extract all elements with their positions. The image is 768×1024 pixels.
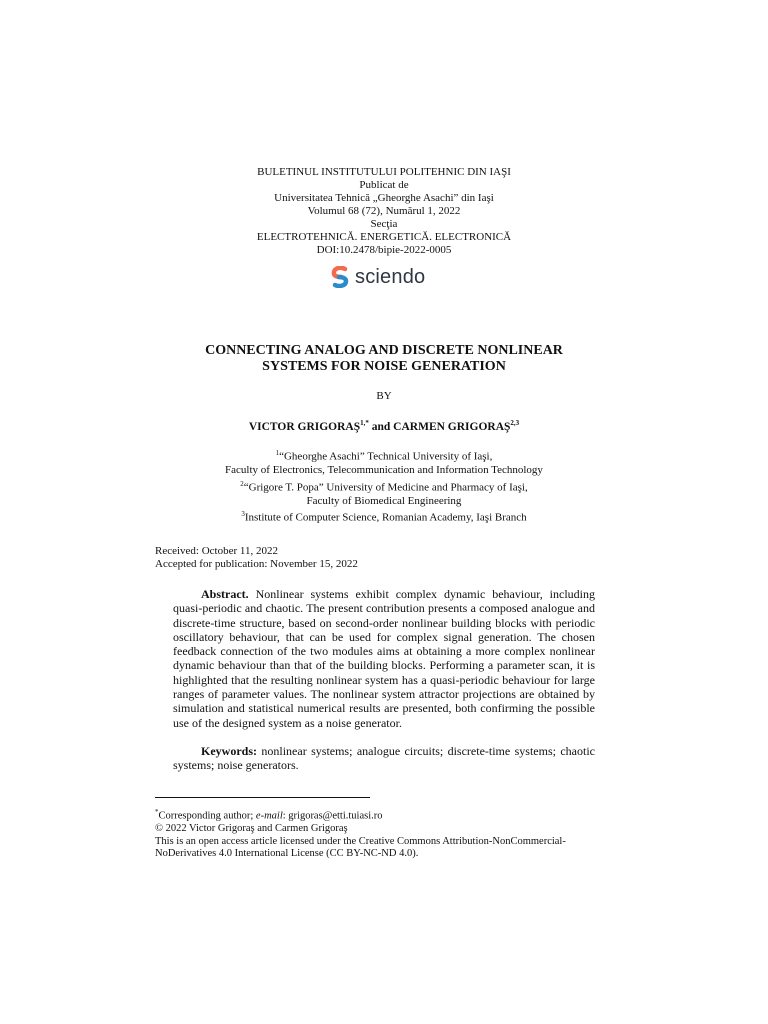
sciendo-logo xyxy=(330,263,425,291)
title-line-1: CONNECTING ANALOG AND DISCRETE NONLINEAR xyxy=(205,343,563,358)
university-name: Universitatea Tehnică „Gheorghe Asachi” din Iaşi xyxy=(274,192,494,204)
affiliation-line xyxy=(0,464,768,478)
dates-block xyxy=(155,545,358,571)
abstract-text: Nonlinear systems exhibit complex dynamic behaviour, including quasi-periodic and chaotic. The present contribution presents a composed analogue and discrete-time structure, based on second-order nonlinear building blocks with periodic oscillatory behaviour, that can be used for complex signal generation. The chosen feedback connection of the two modules aims at obtaining a more complex nonlinear dynamic behaviour than that of the building blocks. Performing a parameter scan, it is highlighted that the resulting nonlinear system has a quasi-periodic behaviour for large ranges of parameter values. The nonlinear system attractor projections are obtained by simulation and statistical numerical results are presented, both confirming the possible use of the designed system as a noise generator. xyxy=(173,587,595,730)
email-address[interactable]: : grigoras@etti.tuiasi.ro xyxy=(282,810,383,822)
email-label: e-mail xyxy=(255,810,283,822)
journal-header xyxy=(0,166,768,257)
keywords xyxy=(173,744,595,773)
sciendo-logo-text: sciendo xyxy=(355,265,426,288)
author-conjunction: and xyxy=(368,420,394,433)
affiliation-text: “Gheorghe Asachi” Technical University of Iaşi, xyxy=(279,450,493,463)
affiliation-mark: 2 xyxy=(240,479,244,488)
author-2-marks: 2,3 xyxy=(510,419,520,427)
affiliation-line xyxy=(0,447,768,464)
license-note: This is an open access article licensed under the Creative Commons Attribution-NonCommercial-NoDerivatives 4.0 International License (CC BY-NC-ND 4.0). xyxy=(155,835,566,859)
doi: DOI:10.2478/bipie-2022-0005 xyxy=(316,244,452,256)
keywords-label: Keywords: xyxy=(201,744,257,758)
affiliation-text: Faculty of Biomedical Engineering xyxy=(306,494,462,507)
author-2: CARMEN GRIGORAŞ xyxy=(393,420,511,433)
journal-name: BULETINUL INSTITUTULUI POLITEHNIC DIN IAŞI xyxy=(257,166,511,178)
footnotes xyxy=(155,806,615,861)
copyright-note: © 2022 Victor Grigoraş and Carmen Grigoraş xyxy=(155,823,348,834)
corresponding-mark: * xyxy=(155,808,159,816)
affiliation-line xyxy=(0,478,768,495)
paper-title xyxy=(0,343,768,375)
affiliations xyxy=(0,447,768,525)
volume-info: Volumul 68 (72), Numărul 1, 2022 xyxy=(307,205,461,217)
published-by: Publicat de xyxy=(359,179,409,191)
author-line xyxy=(0,419,768,433)
affiliation-mark: 1 xyxy=(275,449,280,457)
corresponding-label: Corresponding author; xyxy=(158,810,256,822)
section-name: ELECTROTEHNICĂ. ENERGETICĂ. ELECTRONICĂ xyxy=(256,231,512,243)
author-1-marks: 1,* xyxy=(360,419,369,427)
keywords-text: nonlinear systems; analogue circuits; discrete-time systems; chaotic systems; noise generators. xyxy=(173,744,595,773)
abstract xyxy=(173,587,595,730)
affiliation-text: Institute of Computer Science, Romanian Academy, Iaşi Branch xyxy=(244,511,527,524)
footnote-divider xyxy=(155,797,370,798)
title-line-2: SYSTEMS FOR NOISE GENERATION xyxy=(262,359,506,374)
affiliation-text: Faculty of Electronics, Telecommunication and Information Technology xyxy=(225,464,543,477)
by-label: BY xyxy=(376,390,392,402)
abstract-label: Abstract. xyxy=(201,587,249,601)
affiliation-line xyxy=(0,508,768,525)
author-1: VICTOR GRIGORAŞ xyxy=(248,420,361,433)
sciendo-logo-icon xyxy=(330,266,350,288)
affiliation-line xyxy=(0,495,768,509)
accepted-date: Accepted for publication: November 15, 2022 xyxy=(155,558,358,570)
received-date: Received: October 11, 2022 xyxy=(155,545,278,557)
corresponding-author-note xyxy=(155,806,615,823)
section-label: Secţia xyxy=(370,218,398,230)
affiliation-mark: 3 xyxy=(241,510,245,519)
affiliation-text: “Grigore T. Popa” University of Medicine and Pharmacy of Iaşi, xyxy=(243,481,528,494)
